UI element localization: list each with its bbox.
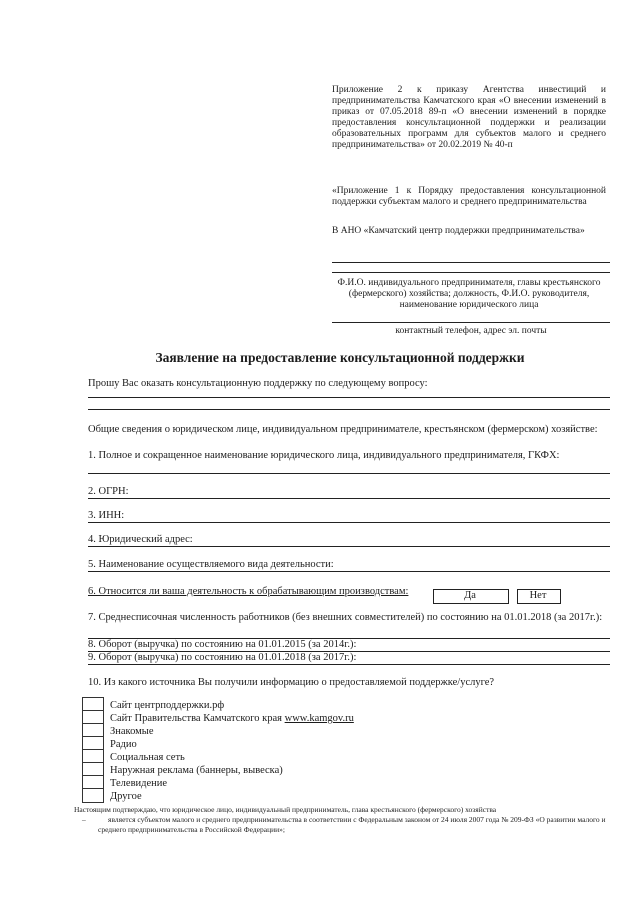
source-checkbox-1[interactable] bbox=[82, 697, 104, 711]
source-label-6: Наружная реклама (баннеры, вывеска) bbox=[110, 765, 283, 776]
confirm-dash: – bbox=[82, 815, 86, 824]
field-6-label: 6. Относится ли ваша деятельность к обрабатывающим производствам: bbox=[88, 586, 409, 597]
source-label-8: Другое bbox=[110, 791, 142, 802]
field-2-input[interactable] bbox=[88, 498, 610, 499]
field-4-label: 4. Юридический адрес: bbox=[88, 534, 193, 545]
page-title: Заявление на предоставление консультационной поддержки bbox=[155, 350, 525, 365]
contact-line bbox=[332, 322, 610, 323]
source-label-7: Телевидение bbox=[110, 778, 168, 789]
field-1-input[interactable] bbox=[88, 473, 610, 474]
contact-caption: контактный телефон, адрес эл. почты bbox=[395, 326, 547, 336]
general-info: Общие сведения о юридическом лице, индивидуальном предпринимателе, крестьянском (фермерском) хозяйстве: bbox=[88, 424, 598, 435]
source-label-2: Сайт Правительства Камчатского края www.kamgov.ru bbox=[110, 713, 354, 724]
request-line: Прошу Вас оказать консультационную поддержку по следующему вопросу: bbox=[88, 378, 428, 389]
field-5-input[interactable] bbox=[88, 571, 610, 572]
appendix-procedure-note: «Приложение 1 к Порядку предоставления консультационной поддержки субъектам малого и среднего предпринимательства bbox=[332, 186, 606, 207]
field-7-label: 7. Среднесписочная численность работников (без внешних совместителей) по состоянию на 01.01.2018 (за 2017г.): bbox=[88, 612, 603, 623]
source-checkbox-5[interactable] bbox=[82, 749, 104, 763]
field-4-input[interactable] bbox=[88, 546, 610, 547]
field-6-yes-label: Да bbox=[464, 590, 476, 601]
kamgov-link[interactable]: www.kamgov.ru bbox=[284, 713, 354, 724]
appendix-order-note: Приложение 2 к приказу Агентства инвестиций и предпринимательства Камчатского края «О внесении изменений в приказ от 07.05.2018 89-п «О внесении изменений в порядке предоставления консультационной поддержки и реализации образовательных программ для субъектов малого и среднего предпринимательства» от 20.02.2019 № 40-п bbox=[332, 85, 606, 150]
source-label-4: Радио bbox=[110, 739, 137, 750]
field-9-label: 9. Оборот (выручка) по состоянию на 01.01.2018 (за 2017г.): bbox=[88, 652, 357, 663]
source-checkbox-3[interactable] bbox=[82, 723, 104, 737]
field-6-no-label: Нет bbox=[529, 590, 547, 601]
source-checkbox-2[interactable] bbox=[82, 710, 104, 724]
field-3-input[interactable] bbox=[88, 522, 610, 523]
applicant-caption: Ф.И.О. индивидуального предпринимателя, главы крестьянского (фермерского) хозяйства; должность, Ф.И.О. руководителя, наименование юридического лица bbox=[337, 278, 601, 310]
request-answer-line-1 bbox=[88, 397, 610, 398]
field-9-input[interactable] bbox=[88, 664, 610, 665]
request-answer-line-2 bbox=[88, 409, 610, 410]
field-3-label: 3. ИНН: bbox=[88, 510, 125, 521]
source-label-1: Сайт центрподдержки.рф bbox=[110, 700, 225, 711]
source-checkbox-8[interactable] bbox=[82, 788, 104, 803]
field-8-label: 8. Оборот (выручка) по состоянию на 01.01.2015 (за 2014г.): bbox=[88, 639, 357, 650]
source-checkbox-4[interactable] bbox=[82, 736, 104, 750]
source-checkbox-7[interactable] bbox=[82, 775, 104, 789]
field-2-label: 2. ОГРН: bbox=[88, 486, 129, 497]
source-label-5: Социальная сеть bbox=[110, 752, 185, 763]
source-checkbox-6[interactable] bbox=[82, 762, 104, 776]
field-10-label: 10. Из какого источника Вы получили информацию о предоставляемой поддержке/услуге? bbox=[88, 677, 495, 688]
appendix-to-line: В АНО «Камчатский центр поддержки предпринимательства» bbox=[332, 226, 585, 236]
applicant-line-1 bbox=[332, 262, 610, 263]
field-1-label: 1. Полное и сокращенное наименование юридического лица, индивидуального предпринимателя, ГКФХ: bbox=[88, 450, 560, 461]
applicant-line-2 bbox=[332, 272, 610, 273]
confirm-intro: Настоящим подтверждаю, что юридическое лицо, индивидуальный предприниматель, глава крестьянского (фермерского) хозяйства bbox=[74, 805, 497, 814]
confirm-item-1: является субъектом малого и среднего предпринимательства в соответствии с Федеральным законом от 24 июля 2007 года № 209-ФЗ «О развитии малого и среднего предпринимательства в Российской Федерации»; bbox=[98, 815, 606, 834]
field-5-label: 5. Наименование осуществляемого вида деятельности: bbox=[88, 559, 334, 570]
source-label-3: Знакомые bbox=[110, 726, 154, 737]
